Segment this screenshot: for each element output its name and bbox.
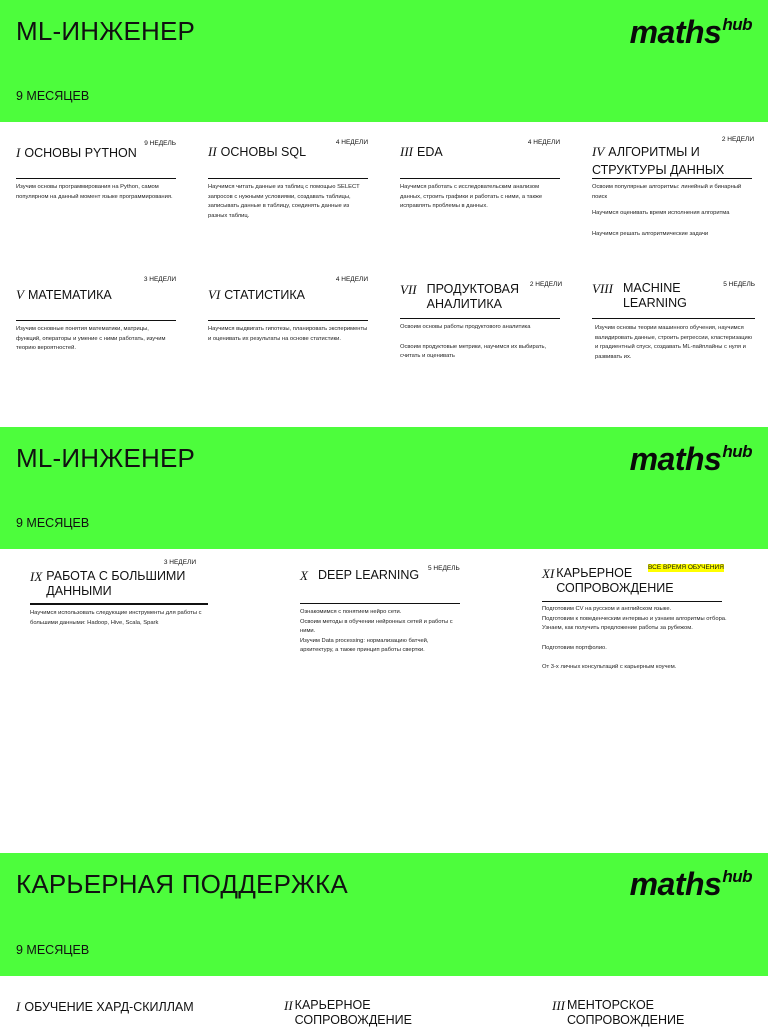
module-numeral: III — [400, 144, 413, 159]
module-title: ПРОДУКТОВАЯ АНАЛИТИКА — [426, 282, 520, 311]
module-career-support — [542, 566, 722, 596]
module-title: СТАТИСТИКА — [224, 288, 305, 302]
module-hard-skills — [16, 998, 246, 1016]
module-title: ОСНОВЫ SQL — [220, 145, 307, 159]
module-python — [16, 140, 176, 162]
module-title: КАРЬЕРНОЕ СОПРОВОЖДЕНИЕ — [294, 998, 412, 1027]
module-title: РАБОТА С БОЛЬШИМИ ДАННЫМИ — [46, 569, 186, 598]
module-numeral: IX — [30, 569, 43, 584]
module-numeral: I — [16, 999, 21, 1014]
module-title: АЛГОРИТМЫ И СТРУКТУРЫ ДАННЫХ — [592, 145, 725, 177]
module-description: Научимся выдвигать гипотезы, планировать эксперименты и оценивать их результаты на основе статистики. — [208, 326, 368, 342]
module-description: Научимся читать данные из таблиц с помощью SELECT запросов с нужными условиями, создавать таблицы, записывать данные в таблицу, соединять данные из разных таблиц. — [208, 184, 360, 219]
module-numeral: IV — [592, 144, 605, 159]
module-duration: 4 НЕДЕЛИ — [527, 139, 560, 146]
module-title: MACHINE LEARNING — [622, 281, 687, 310]
module-duration: 9 НЕДЕЛЬ — [144, 140, 176, 147]
module-description: Научимся работать с исследовательским анализом данных, строить графики и работать с ними, а также исправлять проблемы в данных. — [400, 184, 543, 209]
section-duration: 9 МЕСЯЦЕВ — [16, 516, 90, 530]
module-duration: 4 НЕДЕЛИ — [335, 139, 368, 146]
module-divider — [300, 603, 460, 604]
module-statistics — [208, 276, 368, 304]
module-title: ОБУЧЕНИЕ ХАРД-СКИЛЛАМ — [24, 1000, 194, 1014]
section-3-header — [0, 853, 768, 976]
module-numeral: VI — [208, 287, 221, 302]
module-numeral: V — [16, 287, 24, 302]
mathshub-logo: mathshub — [629, 866, 752, 902]
module-title: ОСНОВЫ PYTHON — [24, 146, 137, 160]
module-description: Освоим популярные алгоритмы: линейный и бинарный поиск Научимся оценивать время исполнения алгоритма Научимся решать алгоритмические задачи — [592, 184, 742, 237]
module-description: Подготовим CV на русском и английском языке. Подготовим к поведенческим интервью и узнаем алгоритмы отбора. Узнаем, как получить предложение работы за рубежом. Подготовим портфолио. От 3-х личных консультаций с карьерным коучем. — [542, 606, 727, 670]
module-duration-highlight: ВСЕ ВРЕМЯ ОБУЧЕНИЯ — [648, 564, 724, 571]
module-divider — [592, 178, 752, 179]
module-divider — [542, 601, 722, 602]
module-numeral: VII — [400, 282, 417, 297]
mathshub-logo: mathshub — [629, 14, 752, 50]
module-deep-learning — [300, 565, 460, 584]
module-divider — [30, 603, 208, 605]
module-divider — [400, 178, 560, 179]
module-description: Изучим основы программирования на Python, самом популярном на данный момент языке программирования. — [16, 184, 173, 200]
module-sql — [208, 139, 368, 161]
section-title: ML-ИНЖЕНЕР — [16, 16, 196, 46]
module-divider — [400, 318, 560, 319]
section-title: КАРЬЕРНАЯ ПОДДЕРЖКА — [16, 869, 348, 899]
module-numeral: VIII — [592, 281, 613, 296]
module-description: Изучим основные понятия математики, матрицы, функций, операторы и умение с ними работать, изучим теорию вероятностей. — [16, 326, 166, 351]
module-title: КАРЬЕРНОЕ СОПРОВОЖДЕНИЕ — [556, 566, 674, 595]
module-numeral: XI — [542, 566, 555, 581]
module-title: EDA — [417, 145, 443, 159]
module-product-analytics — [400, 282, 560, 312]
section-2-header — [0, 427, 768, 549]
module-numeral: I — [16, 145, 21, 160]
module-description: Ознакомимся с понятием нейро сети. Освоим методы в обучении нейронных сетей и работы с ними. Изучим Data processing: нормализацию батчей, архитектуру, а также принцип работы свертки. — [300, 609, 453, 653]
module-description: Научимся использовать следующие инструменты для работы с большими данными: Hadoop, Hive, Scala, Spark — [30, 610, 202, 626]
module-duration: 5 НЕДЕЛЬ — [428, 565, 460, 572]
module-duration: 3 НЕДЕЛИ — [163, 559, 196, 566]
module-divider — [592, 318, 755, 319]
module-duration: 5 НЕДЕЛЬ — [723, 281, 755, 288]
module-big-data — [30, 559, 208, 599]
module-divider — [208, 178, 368, 179]
module-numeral: III — [552, 998, 565, 1013]
module-title: DEEP LEARNING — [317, 568, 420, 582]
module-divider — [16, 320, 176, 321]
module-description: Освоим основы работы продуктового аналитика Освоим продуктовые метрики, научимся их выбирать, считать и оценивать — [400, 324, 547, 359]
section-duration: 9 МЕСЯЦЕВ — [16, 943, 90, 957]
section-title: ML-ИНЖЕНЕР — [16, 443, 196, 473]
module-duration: 2 НЕДЕЛИ — [529, 281, 562, 288]
module-duration: 3 НЕДЕЛИ — [143, 276, 176, 283]
section-1-header — [0, 0, 768, 122]
module-numeral: X — [300, 568, 308, 583]
module-duration: 2 НЕДЕЛИ — [721, 136, 754, 143]
module-machine-learning — [592, 281, 755, 311]
module-divider — [16, 178, 176, 179]
section-duration: 9 МЕСЯЦЕВ — [16, 89, 90, 103]
module-title: МЕНТОРСКОЕ СОПРОВОЖДЕНИЕ — [567, 998, 685, 1027]
module-numeral: II — [284, 998, 293, 1013]
module-math — [16, 276, 176, 304]
module-description: Изучим основы теории машинного обучения, научимся валидировать данные, строить регрессии, кластеризацию и градиентный спуск, создавать ML-пайплайны с нуля и развивать их. — [595, 325, 753, 360]
module-duration: 4 НЕДЕЛИ — [335, 276, 368, 283]
module-numeral: II — [208, 144, 217, 159]
module-title: МАТЕМАТИКА — [27, 288, 112, 302]
module-eda — [400, 139, 560, 161]
mathshub-logo: mathshub — [629, 441, 752, 477]
module-algorithms — [592, 136, 754, 179]
module-divider — [208, 320, 368, 321]
